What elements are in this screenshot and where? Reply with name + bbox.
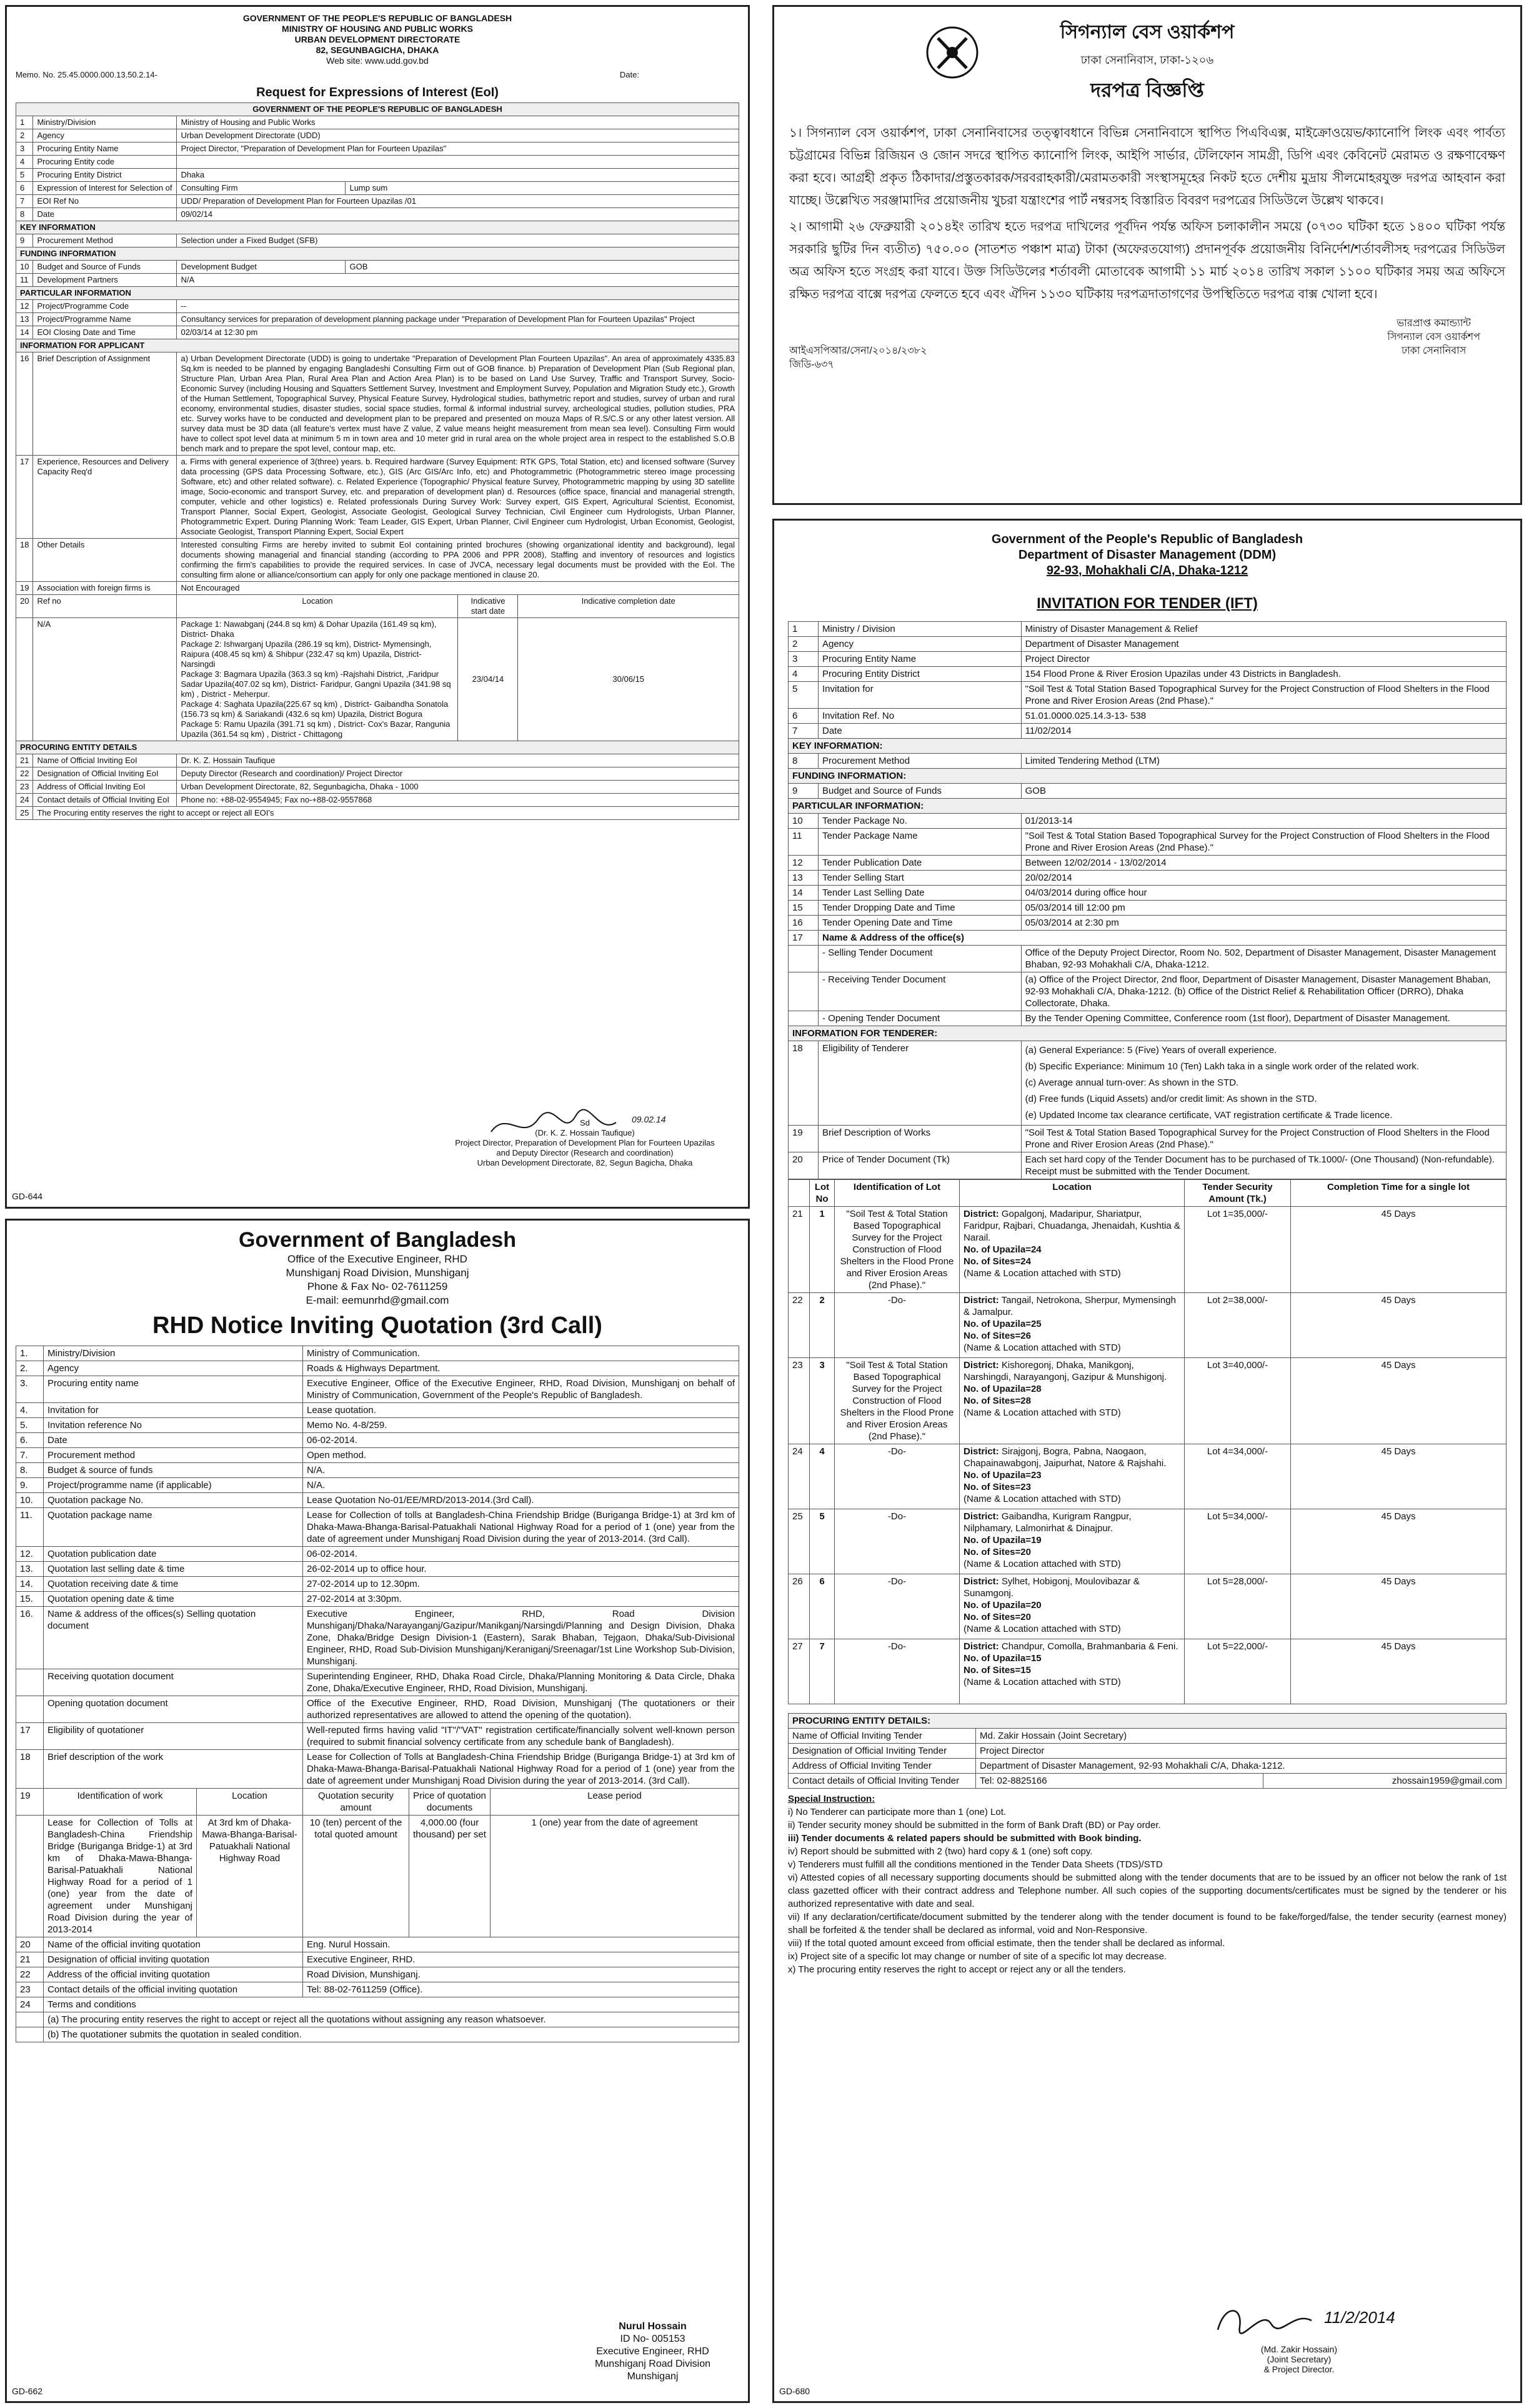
list-item: Package 5: Ramu Upazila (391.71 sq km) , District- Cox's Bazar, Rangunia Upazila (361.54 sq km) , District - Chittagong: [181, 719, 451, 739]
section-particular-information: PARTICULAR INFORMATION:: [789, 799, 1507, 814]
lot-row: 21 1 "Soil Test & Total Station Based Topographical Survey for the Project Construction of Flood Shelters in the Flood Prone and River Erosion Areas (2nd Phase)." District: Gopalgonj, Madaripur, Shariatpur, Faridpur, Rajbari, Chuadanga, Jhenaidah, Kushtia & Narail. No. of Upazila=24 No. of Sites=24 (Name & Location attached with STD) Lot 1=35,000/- 45 Days: [789, 1207, 1507, 1293]
list-item: Package 3: Bagmara Upazila (363.3 sq km) -Rajshahi District, ,Faridpur Sadar Upazila(407.02 sq km), District- Faridpur, Gangni Upazila (341.98 sq km) , District - Meherpur.: [181, 669, 451, 699]
ddm-ift-notice: [772, 519, 1522, 2403]
udd-date-label: Date:: [619, 70, 639, 79]
lot-row: 23 3 "Soil Test & Total Station Based Topographical Survey for the Project Construction of Flood Shelters in the Flood Prone and River Erosion Areas (2nd Phase)." District: Kishoregonj, Dhaka, Manikgonj, Narshingdi, Narayangonj, Gazipur & Munshigonj. No. of Upazila=28 No. of Sites=28 (Name & Location attached with STD) Lot 3=40,000/- 45 Days: [789, 1358, 1507, 1444]
table-row: - Opening Tender Document By the Tender Opening Committee, Conference room (1st floor), Department of Disaster Management.: [789, 1011, 1507, 1026]
rhd-header-line: E-mail: eemunrhd@gmail.com: [306, 1294, 449, 1306]
table-row: 8. Budget & source of funds N/A.: [16, 1463, 739, 1478]
table-row: 1 Ministry / Division Ministry of Disaster Management & Relief: [789, 622, 1507, 637]
table-row: - Receiving Tender Document (a) Office of the Project Director, 2nd floor, Department of Disaster Management, Disaster Management Bhaban, 92-93 Mohakhali C/A, Dhaka-1212. (b) Office of the District Relief & Rehabilitation Officer (DRRO), Dhaka Collectorate, Dhaka.: [789, 972, 1507, 1011]
list-item: (b) Specific Experiance: Minimum 10 (Ten) Lakh taka in a single work order of the related work.: [1025, 1061, 1419, 1072]
ddm-gd-code: GD-680: [779, 2386, 810, 2396]
table-row: 9 Budget and Source of Funds GOB: [789, 784, 1507, 799]
table-row: 7. Procurement method Open method.: [16, 1448, 739, 1463]
table-row: 17 Eligibility of quotationer Well-reputed firms having valid "IT"/"VAT" registration certificate/financially solvent well-known person (required to submit financial solvency certificate from any schedule bank of Bangladesh).: [16, 1723, 739, 1750]
table-row: 13 Project/Programme Name Consultancy services for preparation of development planning package under "Preparation of Development Plan for Fourteen Upazilas" Project: [16, 313, 739, 326]
table-row: 13 Tender Selling Start 20/02/2014: [789, 871, 1507, 886]
table-row: - Selling Tender Document Office of the Deputy Project Director, Room No. 502, Department of Disaster Management, Disaster Management Bhaban, 92-93 Mohakhali C/A, Dhaka-1212.: [789, 946, 1507, 972]
army-crest-icon: [924, 24, 980, 81]
ddm-title: INVITATION FOR TENDER (IFT): [1037, 595, 1258, 612]
table-row: 23 Contact details of the official inviting quotation Tel: 88-02-7611259 (Office).: [16, 1982, 739, 1997]
table-row: 5 Invitation for "Soil Test & Total Station Based Topographical Survey for the Project Construction of Flood Shelters in the Flood Prone and River Erosion Areas (2nd Phase).": [789, 682, 1507, 709]
list-item: vii) If any declaration/certificate/document submitted by the tenderer along with the tender document is found to be fake/forged/false, the tender security (earnest money) shall be forfeited & the tender shall be declared as informal, void and Non-Responsive.: [788, 1912, 1507, 1936]
udd-memo-no: Memo. No. 25.45.0000.000.13.50.2.14-: [16, 70, 157, 79]
sbw-reference: আইএসপিআর/সেনা/২০১৪/২৩৮২ জিডি-৬৩৭: [789, 346, 927, 370]
udd-phasing-na: N/A: [33, 618, 177, 741]
table-row: 12 Tender Publication Date Between 12/02/2014 - 13/02/2014: [789, 856, 1507, 871]
table-row: 12. Quotation publication date 06-02-2014.: [16, 1547, 739, 1562]
table-row: Lot No Identification of Lot Location Tender Security Amount (Tk.) Completion Time for a single lot: [789, 1180, 1507, 1207]
sbw-paragraph-1: ১। সিগন্যাল বেস ওয়ার্কশপ, ঢাকা সেনানিবাসের তত্ত্বাবধানে বিভিন্ন সেনানিবাসে স্থাপিত পিএবিএক্স, মাইক্রোওয়েভ/ক্যানোপি লিংক এবং পার্বত্য চট্টগ্রামের বিভিন্ন রিজিয়ন ও জোন সদরে স্থাপিত ক্যানোপি লিংক, আইপি সার্ভার, টেলিফোন সামগ্রী, ডিপি এবং কেবিনেট মেরামত ও রক্ষণাবেক্ষণ করা হবে। আগ্রহী প্রকৃত ঠিকাদার/প্রস্তুতকারক/সরবরাহকারী/মেরামতকারী সংস্থাসমূহের নিকট হতে দেশীয় মুদ্রায় সীলমোহরযুক্ত দরপত্র আহবান করা যাচ্ছে। উল্লেখিত সরঞ্জামাদির প্রয়োজনীয় খুচরা যন্ত্রাংশের পার্ট নম্বরসহ বিস্তারিত বিবরণ দরপত্রের সিডিউলে উল্লেখ থাকবে।: [789, 126, 1505, 207]
udd-header-line: URBAN DEVELOPMENT DIRECTORATE: [294, 34, 461, 44]
table-row: Lease for Collection of Tolls at Bangladesh-China Friendship Bridge (Buriganga Bridge-1) at 3rd km of Dhaka-Mawa-Bhanga-Barisal-Patuakhali National Highway Road for a period of 1 (one) year from the date of agreement under Munshiganj Road Division during the year of 2013-2014 At 3rd km of Dhaka-Mawa-Bhanga-Barisal-Patuakhali National Highway Road 10 (ten) percent of the total quoted amount 4,000.00 (four thousand) per set 1 (one) year from the date of agreement: [16, 1816, 739, 1937]
table-row: Designation of Official Inviting Tender Project Director: [789, 1744, 1507, 1759]
sbw-paragraph-2: ২। আগামী ২৬ ফেব্রুয়ারী ২০১৪ইং তারিখ হতে দরপত্র দাখিলের পূর্বদিন পর্যন্ত অফিস চলাকালীন সময়ে (০৭৩০ ঘটিকা হতে ১৪০০ ঘটিকা পর্যন্ত সরকারি ছুটির দিন ব্যতীত) ৭৫০.০০ (সাতশত পঞ্চাশ মাত্র) টাকা (অফেরতযোগ্য) প্রদানপূর্বক প্রয়োজনীয় বিনির্দেশ/শর্তাবলীসহ দরপত্রের সিডিউল অত্র অফিস হতে সংগ্রহ করা যাবে। উক্ত সিডিউলের শর্তাবলী মোতাবেক আগামী ১১ মার্চ ২০১৪ তারিখ সকাল ১১০০ ঘটিকার সময় অত্র অফিসে রক্ষিত দরপত্র বাক্সে দরপত্র ফেলতে হবে এবং ঐদিন ১১৩০ ঘটিকায় দরপত্রদাতাগণের উপস্থিতিতে দরপত্র বাক্স খোলা হবে।: [789, 220, 1505, 301]
lot-row: 22 2 -Do- District: Tangail, Netrokona, Sherpur, Mymensingh & Jamalpur. No. of Upazila=25 No. of Sites=26 (Name & Location attached with STD) Lot 2=38,000/- 45 Days: [789, 1293, 1507, 1358]
table-row: 20 Price of Tender Document (Tk) Each set hard copy of the Tender Document has to be purchased of Tk.1000/- (One Thousand) (Non-refundable). Receipt must be submitted with the Tender Document.: [789, 1152, 1507, 1179]
table-row: 2 Agency Urban Development Directorate (UDD): [16, 129, 739, 142]
udd-header-line: GOVERNMENT OF THE PEOPLE'S REPUBLIC OF BANGLADESH: [242, 13, 512, 23]
section-information-for-tenderer: INFORMATION FOR TENDERER:: [789, 1026, 1507, 1041]
table-row: 20 Name of the official inviting quotation Eng. Nurul Hossain.: [16, 1937, 739, 1952]
section-information-for-applicant: INFORMATION FOR APPLICANT: [16, 339, 739, 352]
table-row: 1 Ministry/Division Ministry of Housing and Public Works: [16, 116, 739, 129]
table-row: 1. Ministry/Division Ministry of Communication.: [16, 1346, 739, 1361]
table-row: 14. Quotation receiving date & time 27-02-2014 up to 12.30pm.: [16, 1577, 739, 1592]
ddm-signature-date: 11/2/2014: [1324, 2308, 1395, 2327]
table-row: 25 The Procuring entity reserves the right to accept or reject all EOI's: [16, 807, 739, 820]
table-row: 10 Tender Package No. 01/2013-14: [789, 814, 1507, 829]
udd-package-list: [177, 618, 458, 741]
list-item: (e) Updated Income tax clearance certificate, VAT registration certificate & Trade licence.: [1025, 1110, 1393, 1121]
table-row: 16 Tender Opening Date and Time 05/03/2014 at 2:30 pm: [789, 916, 1507, 931]
table-row: 11. Quotation package name Lease for Collection of tolls at Bangladesh-China Friendship Bridge (Buriganga Bridge-1) at 3rd km of Dhaka-Mawa-Bhanga-Barisal-Patuakhali National Highway Road for a period of 1 (one) year from the date of agreement under Munshiganj Road Division during the year of 2013-2014. (3rd Call).: [16, 1508, 739, 1547]
section-funding-information: FUNDING INFORMATION: [16, 247, 739, 261]
table-row: Contact details of Official Inviting Tender Tel: 02-8825166 zhossain1959@gmail.com: [789, 1774, 1507, 1789]
table-row: 8 Procurement Method Limited Tendering Method (LTM): [789, 754, 1507, 769]
table-row: 2. Agency Roads & Highways Department.: [16, 1361, 739, 1376]
table-row: Opening quotation document Office of the Executive Engineer, RHD, Road Division, Munshiganj (The quotationers or their authorized representatives are allowed to attend the opening of the quotation).: [16, 1696, 739, 1723]
section-procuring-entity: PROCURING ENTITY DETAILS:: [789, 1714, 1507, 1729]
list-item: viii) If the total quoted amount exceed from official estimate, then the tender shall be declared as informal.: [788, 1938, 1225, 1949]
table-row: (a) The procuring entity reserves the right to accept or reject all the quotations without assigning any reason whatsoever.: [16, 2012, 739, 2027]
ddm-contact-email: zhossain1959@gmail.com: [1263, 1774, 1507, 1789]
udd-header-line: MINISTRY OF HOUSING AND PUBLIC WORKS: [282, 24, 473, 34]
table-row: 7 EOI Ref No UDD/ Preparation of Development Plan for Fourteen Upazilas /01: [16, 195, 739, 208]
table-row: 10 Budget and Source of Funds Development Budget GOB: [16, 261, 739, 274]
lot-row: 27 7 -Do- District: Chandpur, Comolla, Brahmanbaria & Feni. No. of Upazila=15 No. of Sites=15 (Name & Location attached with STD) Lot 5=22,000/- 45 Days: [789, 1639, 1507, 1704]
list-item: vi) Attested copies of all necessary supporting documents should be submitted along with the tender documents that are to be issued by an officer not below the rank of 1st class gazetted officer with their contract address and Telephone number. All such copies of the supporting documents/certificates must be signed by the tenderer or his authorized representative with date and seal.: [788, 1872, 1507, 1909]
sbw-heading: দরপত্র বিজ্ঞপ্তি: [1090, 79, 1204, 101]
table-row: 11 Development Partners N/A: [16, 274, 739, 287]
signal-base-workshop-notice: [772, 5, 1522, 505]
table-row: 16 Brief Description of Assignment a) Urban Development Directorate (UDD) is going to undertake "Preparation of Development Plan Fourteen Upazilas". An area of approximately 4335.83 Sq.km is needed to be planned by engaging Bangladeshi Consulting Firm out of GOB finance. b) Preparation of Development Plan (Sub Regional plan, Structure Plan, Urban Area Plan, Rural Area Plan and Action Area Plan) is to be based on Land Use Survey, Traffic and Transport Survey, Socio-Economic Survey (including Housing and Squatters Settlement Survey, Investment and Employment Survey, Population and Migration Study etc.), Growth of the Human Settlement, Topographical Survey, Physical Feature Survey, Hydrological studies, bathymetric report and studies, survey of urban and rural economy, environmental studies, disaster studies, social space studies, formal & informal industrial survey, archeological studies, pollution studies, PRA etc. Survey works have to be conducted and development plan to be prepared and presented on mouza Maps of R.S/C.S or any other latest version. All survey data must be 3D data (all feature's vertex must have Z value, Z value means height measurement from mean sea level). Consulting Firm would have to collect spot level data at minimum 5 m in town area and 10 meter grid in rural area on the whole project area in respect to the established S.O.B bench mark and to prepare the spot level, contour map, etc.: [16, 352, 739, 456]
table-row: 19 Brief Description of Works "Soil Test & Total Station Based Topographical Survey for the Project Construction of Flood Shelters in the Flood Prone and River Erosion Areas (2nd Phase).": [789, 1126, 1507, 1152]
table-row: 11 Tender Package Name "Soil Test & Total Station Based Topographical Survey for the Project Construction of Flood Shelters in the Flood Prone and River Erosion Areas (2nd Phase).": [789, 829, 1507, 856]
udd-end-date: 30/06/15: [518, 618, 739, 741]
table-row: 3 Procuring Entity Name Project Director: [789, 652, 1507, 667]
udd-gd-code: GD-644: [12, 1191, 43, 1201]
section-procuring-entity: PROCURING ENTITY DETAILS: [16, 741, 739, 754]
table-row: 22 Designation of Official Inviting EoI Deputy Director (Research and coordination)/ Project Director: [16, 767, 739, 781]
table-row: 23 Address of Official Inviting EoI Urban Development Directorate, 82, Segunbagicha, Dhaka - 1000: [16, 781, 739, 794]
list-item: v) Tenderers must fulfill all the conditions mentioned in the Tender Data Sheets (TDS)/STD: [788, 1859, 1163, 1870]
udd-eoi-table: [16, 102, 739, 820]
table-row: 6 Expression of Interest for Selection of Consulting Firm Lump sum: [16, 182, 739, 195]
table-row: 10. Quotation package No. Lease Quotation No-01/EE/MRD/2013-2014.(3rd Call).: [16, 1493, 739, 1508]
ddm-header-line: Government of the People's Republic of Bangladesh: [991, 532, 1303, 546]
table-row: 13. Quotation last selling date & time 26-02-2014 up to office hour.: [16, 1562, 739, 1577]
ddm-special-instructions: Special Instruction: i) No Tenderer can participate more than 1 (one) Lot. ii) Tender security money should be submitted in the form of Bank Draft (BD) or Pay order. iii) Tender documents & related papers should be submitted with Book binding. iv) Report should be submitted with 2 (two) hard copy & 1 (one) soft copy. v) Tenderers must fulfill all the conditions mentioned in the Tender Data Sheets (TDS)/STD vi) Attested copies of all necessary supporting documents should be submitted along with the tender documents that are to be issued by an officer not below the rank of 1st class gazetted officer with their contract address and Telephone number. All such copies of the supporting documents/certificates must be signed by the tenderer or his authorized representative with date and seal. vii) If any declaration/certificate/document submitted by the tenderer along with the tender document is found to be fake/forged/false, the tender security (earnest money) shall be forfeited & the tender shall be declared as informal, void and Non-Responsive. viii) If the total quoted amount exceed from official estimate, then the tender shall be declared as informal. ix) Project site of a specific lot may change or number of site of a specific lot may decrease. x) The procuring entity reserves the right to accept or reject any or all the tenders.: [788, 1794, 1507, 1975]
rhd-signature-block: Nurul Hossain ID No- 005153 Executive Engineer, RHD Munshiganj Road Division Munshiganj: [595, 2321, 710, 2382]
table-row: 21 Designation of official inviting quotation Executive Engineer, RHD.: [16, 1952, 739, 1967]
ddm-signature-block: (Md. Zakir Hossain) (Joint Secretary) & Project Director.: [1260, 2344, 1338, 2374]
table-row: 4. Invitation for Lease quotation.: [16, 1403, 739, 1418]
table-row: 19 Identification of work Location Quotation security amount Price of quotation documents Lease period: [16, 1789, 739, 1816]
table-row: 15. Quotation opening date & time 27-02-2014 at 3:30pm.: [16, 1592, 739, 1607]
table-row: Address of Official Inviting Tender Department of Disaster Management, 92-93 Mohakhali C/A, Dhaka-1212.: [789, 1759, 1507, 1774]
table-row: 24 Terms and conditions: [16, 1997, 739, 2012]
ddm-ift-table: [788, 621, 1507, 1179]
list-item: x) The procuring entity reserves the right to accept or reject any or all the tenders.: [788, 1964, 1126, 1975]
ddm-lot-table: [788, 1179, 1507, 1704]
ddm-procuring-entity-table: [788, 1713, 1507, 1789]
table-row: 18 Eligibility of Tenderer (a) General Experiance: 5 (Five) Years of overall experience. (b) Specific Experiance: Minimum 10 (Ten) Lakh taka in a single work order of the related work. (c) Average annual turn-over: As shown in the STD. (d) Free funds (Liquid Assets) and/or credit limit: As shown in the STD. (e) Updated Income tax clearance certificate, VAT registration certificate & Trade licence.: [789, 1041, 1507, 1126]
list-item: ii) Tender security money should be submitted in the form of Bank Draft (BD) or Pay order.: [788, 1820, 1161, 1831]
list-item: (c) Average annual turn-over: As shown in the STD.: [1025, 1077, 1239, 1088]
sbw-signatory: ভারপ্রাপ্ত কমান্ড্যান্ট সিগন্যাল বেস ওয়ার্কশপ ঢাকা সেনানিবাস: [1387, 318, 1480, 356]
list-item: ix) Project site of a specific lot may change or number of site of a specific lot may decrease.: [788, 1951, 1167, 1962]
table-row: [16, 618, 739, 741]
table-row: 21 Name of Official Inviting EoI Dr. K. Z. Hossain Taufique: [16, 754, 739, 767]
table-row: 24 Contact details of Official Inviting EoI Phone no: +88-02-9554945; Fax no-+88-02-9557868: [16, 794, 739, 807]
udd-start-date: 23/04/14: [458, 618, 518, 741]
table-row: 4 Procuring Entity District 154 Flood Prone & River Erosion Upazilas under 43 Districts in Bangladesh.: [789, 667, 1507, 682]
udd-title: Request for Expressions of Interest (EoI): [256, 86, 499, 99]
table-row: 2 Agency Department of Disaster Management: [789, 637, 1507, 652]
table-row: 4 Procuring Entity code: [16, 156, 739, 169]
udd-signature-block: Sd (Dr. K. Z. Hossain Taufique) Project Director, Preparation of Development Plan for Fourteen Upazilas and Deputy Director (Research and coordination) Urban Development Directorate, 82, Segun Bagicha, Dhaka: [455, 1118, 715, 1167]
table-row: 17 Name & Address of the office(s): [789, 931, 1507, 946]
table-row: 12 Project/Programme Code --: [16, 300, 739, 313]
list-item: Package 2: Ishwarganj Upazila (286.19 sq km), District- Mymensingh, Raipura (408.45 sq km) & Shibpur (232.47 sq km) Upazila, District- Narsingdi: [181, 639, 432, 669]
rhd-header-line: Munshiganj Road Division, Munshiganj: [286, 1267, 469, 1279]
table-row: 5. Invitation reference No Memo No. 4-8/259.: [16, 1418, 739, 1433]
table-row: 6 Invitation Ref. No 51.01.0000.025.14.3-13- 538: [789, 709, 1507, 724]
table-row: 9. Project/programme name (if applicable) N/A.: [16, 1478, 739, 1493]
table-row: 18 Brief description of the work Lease for Collection of Tolls at Bangladesh-China Friendship Bridge (Buriganga Bridge-1) at 3rd km of Dhaka-Mawa-Bhanga-Barisal-Patuakhali National Highway Road for a period of 1 (one) year from the date of agreement under Munshiganj Road Division during the year of 2013-2014. (3rd Call).: [16, 1750, 739, 1789]
list-item: (a) General Experiance: 5 (Five) Years of overall experience.: [1025, 1045, 1277, 1056]
rhd-header-title: Government of Bangladesh: [239, 1228, 516, 1252]
lot-row: 26 6 -Do- District: Sylhet, Hobigonj, Moulovibazar & Sunamgonj. No. of Upazila=20 No. of Sites=20 (Name & Location attached with STD) Lot 5=28,000/- 45 Days: [789, 1574, 1507, 1639]
table-row: 18 Other Details Interested consulting Firms are hereby invited to submit EoI containing printed brochures (showing organizational identity and background), legal documents showing managerial and financial standing (according to PPA 2006 and PPR 2008), Staffing and inventory of resources and logistics confirming the firm's capabilities to provide the required services. In case of JVCA, necessary legal documents must be provided with the EoI. The consulting firm alone or alliance/consortium can apply for only one package mentioned in clause 20.: [16, 539, 739, 582]
rhd-header-line: Office of the Executive Engineer, RHD: [287, 1253, 467, 1265]
ddm-header-line: Department of Disaster Management (DDM): [1018, 548, 1277, 562]
lot-row: 24 4 -Do- District: Sirajgonj, Bogra, Pabna, Naogaon, Chapainawabgonj, Jaipurhat, Natore & Rajshahi. No. of Upazila=23 No. of Sites=23 (Name & Location attached with STD) Lot 4=34,000/- 45 Days: [789, 1444, 1507, 1509]
table-row: 19 Association with foreign firms is Not Encouraged: [16, 582, 739, 595]
sbw-title: সিগন্যাল বেস ওয়ার্কশপ: [1060, 22, 1235, 42]
udd-eoi-notice: [5, 5, 750, 1209]
section-key-information: KEY INFORMATION:: [789, 739, 1507, 754]
udd-website: Web site: www.udd.gov.bd: [326, 56, 429, 66]
table-row: Receiving quotation document Superintending Engineer, RHD, Dhaka Road Circle, Dhaka/Planning Monitoring & Data Circle, Dhaka Zone, Dhaka/Executive Engineer, RHD, Road Division, Munshiganj.: [16, 1669, 739, 1696]
section-particular-information: PARTICULAR INFORMATION: [16, 287, 739, 300]
table-row: 3 Procuring Entity Name Project Director, "Preparation of Development Plan for Fourteen Upazilas": [16, 142, 739, 156]
table-row: 14 EOI Closing Date and Time 02/03/14 at 12:30 pm: [16, 326, 739, 339]
table-row: 16. Name & address of the offices(s) Selling quotation document Executive Engineer, RHD, Road Division Munshiganj/Dhaka/Narayanganj/Gazipur/Manikganj/Narsingdi/Planning and Design Division, Dhaka Zone, Dhaka/Bridge Design Division-1 (Eastern), Sarak Bhaban, Tejgaon, Dhaka/Sub-Divisional Engineer, RHD, Road Sub-Division Munshiganj/Keraniganj/Sreenagar/1st Line Workshop Sub-Division, Munshiganj.: [16, 1607, 739, 1669]
sbw-subtitle: ঢাকা সেনানিবাস, ঢাকা-১২০৬: [1080, 54, 1214, 66]
rhd-quotation-notice: [5, 1219, 750, 2403]
table-row: 14 Tender Last Selling Date 04/03/2014 during office hour: [789, 886, 1507, 901]
table-row: 3. Procuring entity name Executive Engineer, Office of the Executive Engineer, RHD, Road Division, Munshiganj on behalf of Ministry of Communication, Government of the People's Republic of Bangladesh.: [16, 1376, 739, 1403]
table-row: 9 Procurement Method Selection under a Fixed Budget (SFB): [16, 234, 739, 247]
section-key-information: KEY INFORMATION: [16, 221, 739, 234]
table-row: 15 Tender Dropping Date and Time 05/03/2014 till 12:00 pm: [789, 901, 1507, 916]
list-item: iv) Report should be submitted with 2 (two) hard copy & 1 (one) soft copy.: [788, 1846, 1093, 1857]
udd-signature-date: 09.02.14: [632, 1114, 666, 1124]
table-row: 20 Ref no Location Indicative start date Indicative completion date: [16, 595, 739, 618]
table-row: (b) The quotationer submits the quotation in sealed condition.: [16, 2027, 739, 2042]
section-funding-information: FUNDING INFORMATION:: [789, 769, 1507, 784]
table-row: 6. Date 06-02-2014.: [16, 1433, 739, 1448]
table-row: 17 Experience, Resources and Delivery Capacity Req'd a. Firms with general experience of 3(three) years. b. Required hardware (Survey Equipment: RTK GPS, Total Station, etc) and licensed software (Survey data processing (GPS data Processing Software, etc.), GIS (Arc GIS/Arc Info, etc) and Photogrammetric (Photogrammetric stereo image processing Software, etc) and other related software). c. Related Experience (Topographic/ Physical feature Survey, Photogrammetric mapping by using 3D satellite image, Socio-economic and transport Survey, etc. and preparation of development plan) d. Resources (office space, financial and managerial strength, computer, vehicle and other logistics) e. Related professionals During Survey Work: Survey expert, GIS Expert, Agricultural Scientist, Economist, Transport Planner, Social Expert, Geologist, Associate Geologist, Geological Survey Technician, Civil Engineer cum Hydrologists, Urban Planner, Photogrammetric Expert. During Planning Work: Team Leader, GIS Expert, Urban Planner, Civil Engineer cum Hydrologist, Urban Economist, Geologist, Associate Geologist, Transport Planning Expert, Social Expert: [16, 456, 739, 539]
list-item: i) No Tenderer can participate more than 1 (one) Lot.: [788, 1807, 1007, 1817]
udd-govt-row: GOVERNMENT OF THE PEOPLE'S REPUBLIC OF BANGLADESH: [16, 103, 739, 116]
table-row: 7 Date 11/02/2014: [789, 724, 1507, 739]
ddm-signature-scribble: [1212, 2299, 1318, 2342]
table-row: 5 Procuring Entity District Dhaka: [16, 169, 739, 182]
list-item: iii) Tender documents & related papers should be submitted with Book binding.: [788, 1833, 1142, 1844]
list-item: Package 1: Nawabganj (244.8 sq km) & Dohar Upazila (161.49 sq km), District- Dhaka: [181, 619, 437, 639]
rhd-quotation-table: [16, 1346, 739, 2042]
udd-header-line: 82, SEGUNBAGICHA, DHAKA: [316, 45, 439, 55]
rhd-gd-code: GD-662: [12, 2386, 43, 2396]
ddm-header-line: 92-93, Mohakhali C/A, Dhaka-1212: [1046, 564, 1248, 577]
rhd-title: RHD Notice Inviting Quotation (3rd Call): [152, 1312, 602, 1339]
table-row: Name of Official Inviting Tender Md. Zakir Hossain (Joint Secretary): [789, 1729, 1507, 1744]
list-item: Package 4: Saghata Upazila(225.67 sq km) , District- Gaibandha Sonatola (156.73 sq km) & Sariakandi (432.6 sq km) Upazila, District Bogura: [181, 699, 449, 719]
table-row: 22 Address of the official inviting quotation Road Division, Munshiganj.: [16, 1967, 739, 1982]
lot-row: 25 5 -Do- District: Gaibandha, Kurigram Rangpur, Nilphamary, Lalmonirhat & Dinajpur. No. of Upazila=19 No. of Sites=20 (Name & Location attached with STD) Lot 5=34,000/- 45 Days: [789, 1509, 1507, 1574]
list-item: (d) Free funds (Liquid Assets) and/or credit limit: As shown in the STD.: [1025, 1094, 1317, 1104]
rhd-header-line: Phone & Fax No- 02-7611259: [307, 1281, 448, 1292]
table-row: 8 Date 09/02/14: [16, 208, 739, 221]
